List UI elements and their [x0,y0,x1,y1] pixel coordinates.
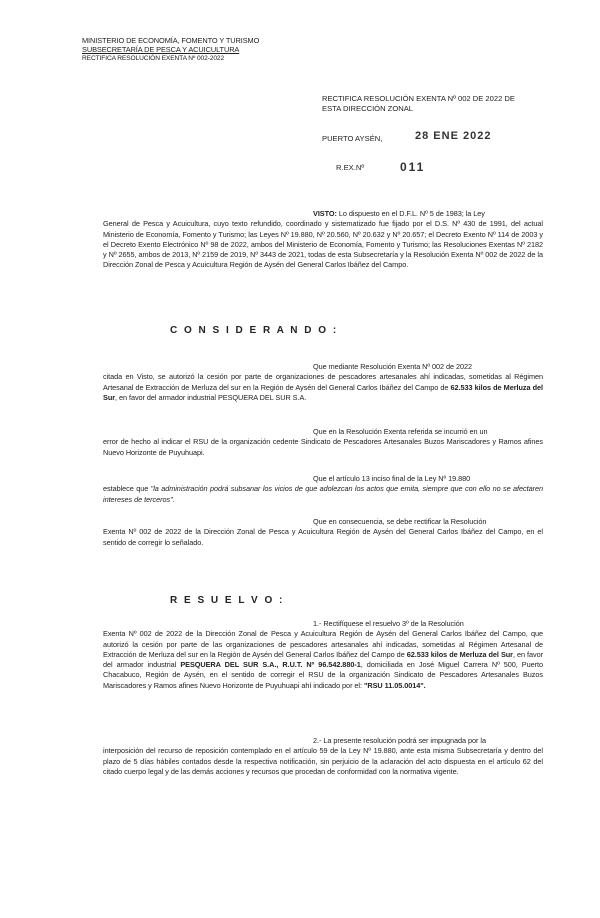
considerando-2-text: error de hecho al indicar el RSU de la organización cedente Sindicato de Pescadores Artesanales Buzos Mariscadores y Ramos afines Nuevo Horizonte de Puyuhuapi. [103,437,543,457]
considerando-1-lead: Que mediante Resolución Exenta Nº 002 de 2022 [313,362,473,371]
rex-number-stamp: 011 [400,160,426,174]
considerando-item-2 [103,427,543,458]
letterhead [82,36,302,63]
resuelvo-1-bold-rsu: "RSU 11.05.0014". [363,680,426,690]
resuelvo-1-text-c: , domiciliada en José Miguel Carrera Nº 500, Puerto Chacabuco, Región de Aysén, en el sentido de corregir el RSU de la organización Sindicato de Pescadores Artesanales Buzos Mariscadores y Ramos afines Nuevo Horizonte de Puyuhuapi ahí indicado por el: [103,660,544,690]
resuelvo-heading: R E S U E L V O : [170,595,285,606]
considerando-4-lead: Que en consecuencia, se debe rectificar la Resolución [313,517,487,526]
visto-section [103,209,543,271]
considerando-1-text-a: citada en Visto, se autorizó la cesión por parte de organizaciones de pescadores artesanales ahí indicadas, sometidas al Régimen Artesanal de Extracción de Merluza del sur en la Región de Aysén del General Carlos Ibáñez del Campo de [103,372,543,392]
place: PUERTO AYSÉN, [322,134,383,143]
considerando-3-lead: Que el artículo 13 inciso final de la Ley Nº 19.880 [313,474,471,483]
resuelvo-1-lead: 1.- Rectifíquese el resuelvo 3º de la Resolución [313,619,464,628]
resuelvo-1-text [103,629,543,691]
considerando-3-text-a: establece que [103,484,151,494]
considerando-1-bold: 62.533 kilos de Merluza del Sur [103,382,543,402]
rex-label: R.EX.Nº [336,163,365,172]
date-stamp: 28 ENE 2022 [415,130,492,142]
resuelvo-1-text-b: , en favor del armador industrial [103,649,544,670]
resuelvo-1-bold-company: PESQUERA DEL SUR S.A., R.U.T. Nº 96.542.880-1 [180,660,361,670]
resuelvo-1-bold-amount: 62.533 kilos de Merluza del Sur [406,649,513,659]
header-reference: RECTIFICA RESOLUCIÓN EXENTA Nº 002-2022 [82,55,225,62]
resuelvo-item-1 [103,619,543,691]
subsecretaria-name: SUBSECRETARÍA DE PESCA Y ACUICULTURA [82,45,240,54]
considerando-2-lead: Que en la Resolución Exenta referida se incurrió en un [313,427,488,436]
ministry-name: MINISTERIO DE ECONOMÍA, FOMENTO Y TURISMO [82,36,260,45]
considerando-1-text [103,372,543,403]
considerando-1-text-b: , en favor del armador industrial PESQUERA DEL SUR S.A. [115,392,307,402]
visto-line-1: Lo dispuesto en el D.F.L. Nº 5 de 1983; la Ley [338,209,485,218]
resuelvo-item-2 [103,736,543,777]
visto-label: VISTO: [313,209,337,218]
visto-text: General de Pesca y Acuicultura, cuyo texto refundido, coordinado y sistematizado fue fijado por el D.S. Nº 430 de 1991, del actual Ministerio de Economía, Fomento y Turismo; las Leyes Nº 19.880, Nº 20.560, Nº 20.632 y Nº 20.657; el Decreto Exento Nº 114 de 2003 y el Decreto Exento Electrónico Nº 98 de 2022, ambos del Ministerio de Economía, Fomento y Turismo; las Resoluciones Exentas Nº 2182 y Nº 2655, ambos de 2013, Nº 2159 de 2019, Nº 3443 de 2021, todas de esta Subsecretaría y la Resolución Exenta Nº 002 de 2022 de la Dirección Zonal de Pesca y Acuicultura Región de Aysén del General Carlos Ibáñez del Campo. [103,219,543,270]
title-line-2: ESTA DIRECCIÓN ZONAL [322,104,413,113]
resuelvo-2-lead: 2.- La presente resolución podrá ser impugnada por la [313,736,486,745]
considerando-item-4 [103,517,543,548]
title-line-1: RECTIFICA RESOLUCIÓN EXENTA Nº 002 DE 2022 DE [322,94,515,103]
considerando-3-quote: "la administración podrá subsanar los vicios de que adolezcan los actos que emita, siempre que con ello no se afectaren intereses de terceros". [103,484,544,504]
considerando-item-3 [103,474,543,505]
resuelvo-2-text: interposición del recurso de reposición contemplado en el artículo 59 de la Ley Nº 19.880, ante esta misma Subsecretaría y dentro del plazo de 5 días hábiles contados desde la respectiva notificación, sin perjuicio de la aclaración del acto dispuesta en el artículo 62 del citado cuerpo legal y de las demás acciones y recursos que procedan de conformidad con la normativa vigente. [103,746,543,776]
resolution-title [322,94,572,114]
considerando-3-text [103,484,543,505]
considerando-heading: C O N S I D E R A N D O : [170,325,339,336]
considerando-item-1 [103,362,543,403]
resuelvo-1-text-a: Exenta Nº 002 de 2022 de la Dirección Zonal de Pesca y Acuicultura Región de Aysén del General Carlos Ibáñez del Campo, que autorizó la cesión por parte de las organizaciones de pescadores artesanales ahí indicadas, sometidas al Régimen Artesanal de Extracción de Merluza del sur en la Región de Aysén del General Carlos Ibáñez del Campo de [103,629,543,659]
considerando-4-text: Exenta Nº 002 de 2022 de la Dirección Zonal de Pesca y Acuicultura Región de Aysén del General Carlos Ibáñez del Campo, en el sentido de corregir lo señalado. [103,527,543,547]
